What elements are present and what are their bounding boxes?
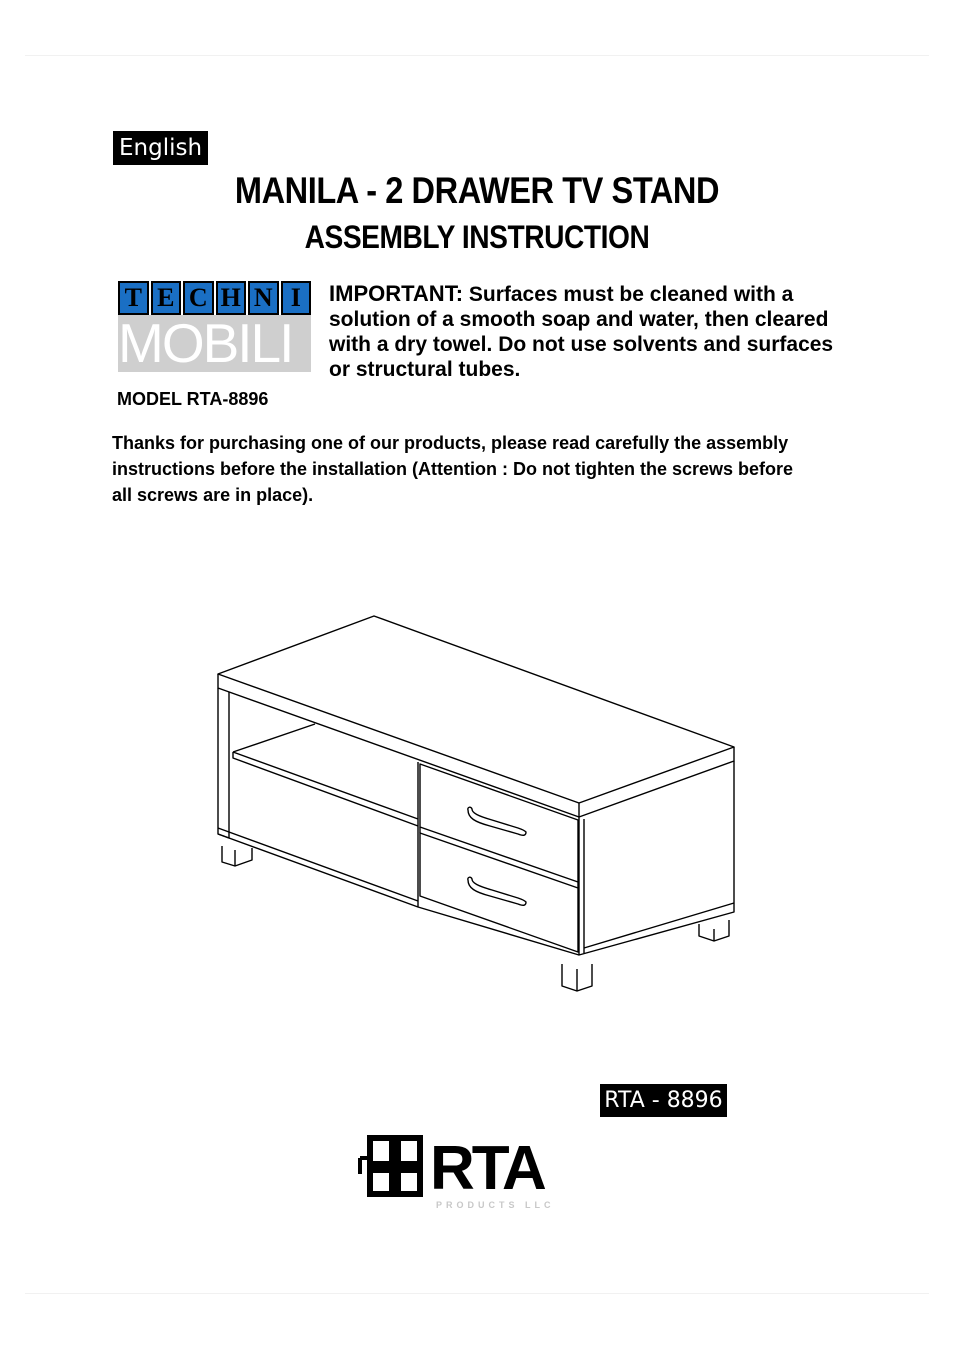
rta-wordmark: RTA <box>430 1134 544 1203</box>
mobili-text: MOBILI <box>118 315 293 372</box>
shelf <box>233 724 418 826</box>
logo-letter: H <box>216 281 247 315</box>
rta-products-logo <box>358 1134 568 1214</box>
important-line: or structural tubes. <box>329 358 521 381</box>
intro-line: all screws are in place). <box>112 485 314 505</box>
document-subtitle: ASSEMBLY INSTRUCTION <box>304 219 650 255</box>
foot <box>222 846 252 866</box>
drawer-handle <box>468 807 526 835</box>
important-label: IMPORTANT: <box>329 281 464 306</box>
language-badge: English <box>113 131 208 165</box>
intro-line: instructions before the installation (Attention : Do not tighten the screws before <box>112 459 794 479</box>
rta-grid-mark <box>358 1134 428 1198</box>
logo-letter: C <box>183 281 214 315</box>
logo-letter: T <box>118 281 149 315</box>
logo-letter: I <box>281 281 312 315</box>
logo-letter: E <box>151 281 182 315</box>
important-line: with a dry towel. Do not use solvents and surfaces <box>329 333 834 356</box>
bottom-panel <box>218 828 418 907</box>
intro-line: Thanks for purchasing one of our products, please read carefully the assembly <box>112 433 789 453</box>
left-side-panel <box>218 688 229 838</box>
drawer-handle <box>468 877 526 905</box>
document-title: MANILA - 2 DRAWER TV STAND <box>234 170 720 211</box>
model-badge: RTA - 8896 <box>600 1084 727 1117</box>
logo-letter: N <box>248 281 279 315</box>
important-line: solution of a smooth soap and water, then cleared <box>329 308 829 331</box>
important-text: Surfaces must be cleaned with a <box>468 283 794 306</box>
rta-tagline: PRODUCTS LLC <box>436 1200 555 1210</box>
model-number: MODEL RTA-8896 <box>117 389 269 409</box>
